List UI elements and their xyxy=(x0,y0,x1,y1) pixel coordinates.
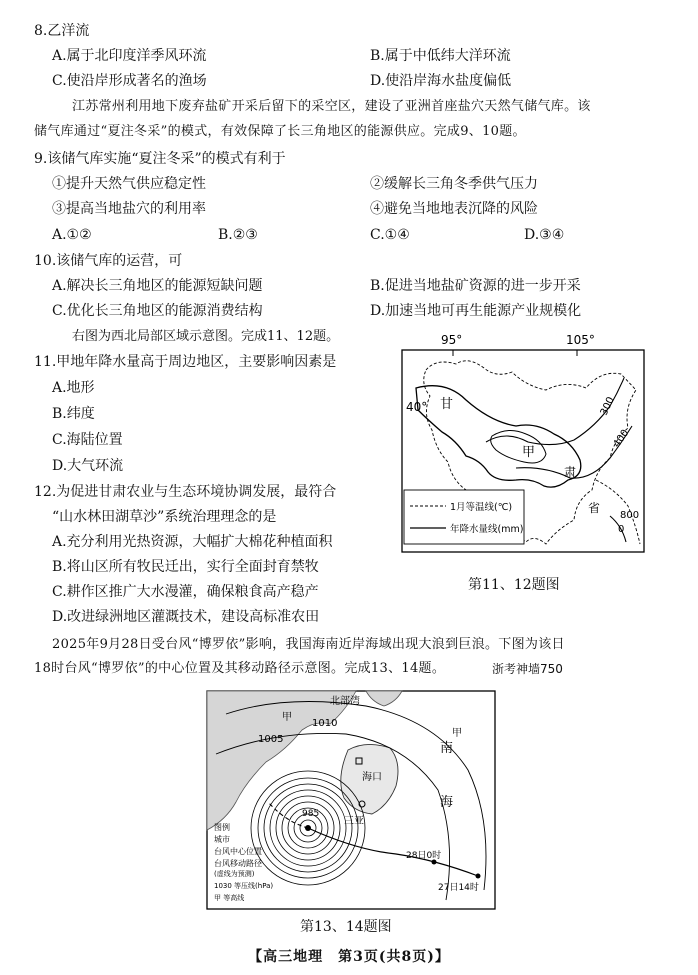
q11-stem: 11.甲地年降水量高于周边地区，主要影响因素是 xyxy=(34,354,337,370)
legend-contour: 甲 等高线 xyxy=(214,894,245,902)
label-1010: 1010 xyxy=(312,718,338,729)
longitude-105-label: 105° xyxy=(566,333,595,347)
page-footer: 【高三地理 第3页(共8页)】 xyxy=(248,949,450,965)
label-jia-1: 甲 xyxy=(282,712,292,723)
q9-statement-4: ④避免当地地表沉降的风险 xyxy=(370,201,538,217)
watermark-note: 浙考神墙750 xyxy=(492,662,563,676)
passage-9-10-line2: 储气库通过“夏注冬采”的模式，有效保障了长三角地区的能源供应。完成9、10题。 xyxy=(34,124,526,139)
legend-center: 台风中心位置 xyxy=(214,847,262,856)
label-haikou: 海口 xyxy=(362,772,382,783)
q10-option-a: A.解决长三角地区的能源短缺问题 xyxy=(52,278,263,294)
label-gan: 甘 xyxy=(440,397,454,412)
label-800: 800 xyxy=(620,510,640,521)
q12-option-a: A.充分利用光热资源，大幅扩大棉花种植面积 xyxy=(52,534,333,550)
q9-option-c: C.①④ xyxy=(370,227,410,243)
label-jia: 甲 xyxy=(522,445,536,460)
legend-title: 图例 xyxy=(214,823,230,832)
q9-stem: 9.该储气库实施“夏注冬采”的模式有利于 xyxy=(34,151,286,167)
q9-statement-3: ③提高当地盐穴的利用率 xyxy=(52,201,206,217)
label-300: 300 xyxy=(598,395,617,418)
q9-statement-1: ①提升天然气供应稳定性 xyxy=(52,176,206,192)
label-27-14h: 27日14时 xyxy=(438,883,479,893)
q11-option-c: C.海陆位置 xyxy=(52,432,123,448)
label-985: 985 xyxy=(302,809,320,819)
label-jia-2: 甲 xyxy=(452,728,462,739)
q8-option-b: B.属于中低纬大洋环流 xyxy=(370,48,511,64)
label-0: 0 xyxy=(618,524,625,535)
q8-stem: 8.乙洋流 xyxy=(34,23,90,39)
label-hai: 海 xyxy=(440,795,454,810)
q8-option-c: C.使沿岸形成著名的渔场 xyxy=(52,73,207,89)
longitude-95-label: 95° xyxy=(441,333,463,347)
label-sheng: 省 xyxy=(588,501,601,515)
q8-option-a: A.属于北印度洋季风环流 xyxy=(52,48,207,64)
q12-option-d: D.改进绿洲地区灌溉技术，建设高标准农田 xyxy=(52,609,320,625)
jia-isoline xyxy=(491,430,546,463)
legend-isotherm: 1月等温线(℃) xyxy=(450,502,513,513)
q10-stem: 10.该储气库的运营，可 xyxy=(34,253,183,269)
passage-9-10-line1: 江苏常州利用地下废弃盐矿开采后留下的采空区，建设了亚洲首座盐穴天然气储气库。该 xyxy=(72,99,591,114)
passage-13-14-line2: 18时台风“博罗依”的中心位置及其移动路径示意图。完成13、14题。 xyxy=(34,661,446,676)
intro-11-12: 右图为西北局部区域示意图。完成11、12题。 xyxy=(72,329,340,344)
q12-option-b: B.将山区所有牧民迁出，实行全面封育禁牧 xyxy=(52,559,319,575)
q11-option-d: D.大气环流 xyxy=(52,458,124,474)
legend-path: 台风移动路径 xyxy=(214,859,262,868)
map1-caption: 第11、12题图 xyxy=(468,577,560,593)
latitude-40-label: 40° xyxy=(406,400,428,414)
legend-path-sub: (虚线为预测) xyxy=(214,870,255,878)
map1-legend xyxy=(404,490,524,544)
q9-option-a: A.①② xyxy=(52,227,92,243)
passage-13-14-line1: 2025年9月28日受台风“博罗依”影响，我国海南近岸海域出现大浪到巨浪。下图为该日 xyxy=(52,637,565,652)
legend-city: 城市 xyxy=(214,835,230,844)
q12-stem-line2: “山水林田湖草沙”系统治理理念的是 xyxy=(52,509,277,525)
q11-option-a: A.地形 xyxy=(52,380,95,396)
q9-statement-2: ②缓解长三角冬季供气压力 xyxy=(370,176,538,192)
q12-option-c: C.耕作区推广大水漫灌，确保粮食高产稳产 xyxy=(52,584,319,600)
label-nan: 南 xyxy=(440,741,454,756)
q11-option-b: B.纬度 xyxy=(52,406,95,422)
typhoon-center-icon xyxy=(305,825,311,831)
typhoon-track-map xyxy=(206,690,496,910)
q12-stem-line1: 12.为促进甘肃农业与生态环境协调发展，最符合 xyxy=(34,484,337,500)
legend-isohyet: 年降水量线(mm) xyxy=(450,524,524,535)
label-1005: 1005 xyxy=(258,734,284,745)
label-400: 400 xyxy=(611,427,632,450)
q9-option-d: D.③④ xyxy=(524,227,565,243)
q8-option-d: D.使沿岸海水盐度偏低 xyxy=(370,73,512,89)
q10-option-d: D.加速当地可再生能源产业规模化 xyxy=(370,303,582,319)
q10-option-b: B.促进当地盐矿资源的进一步开采 xyxy=(370,278,581,294)
map2-caption: 第13、14题图 xyxy=(300,919,392,935)
label-28-0h: 28日0时 xyxy=(406,851,442,861)
q9-option-b: B.②③ xyxy=(218,227,258,243)
q10-option-c: C.优化长三角地区的能源消费结构 xyxy=(52,303,263,319)
label-sanya: 三亚 xyxy=(344,816,364,827)
label-su: 肃 xyxy=(564,465,577,479)
label-beibu-gulf: 北部湾 xyxy=(330,696,360,707)
northwest-region-map xyxy=(396,330,650,560)
legend-isobar: 1030 等压线(hPa) xyxy=(214,882,274,890)
